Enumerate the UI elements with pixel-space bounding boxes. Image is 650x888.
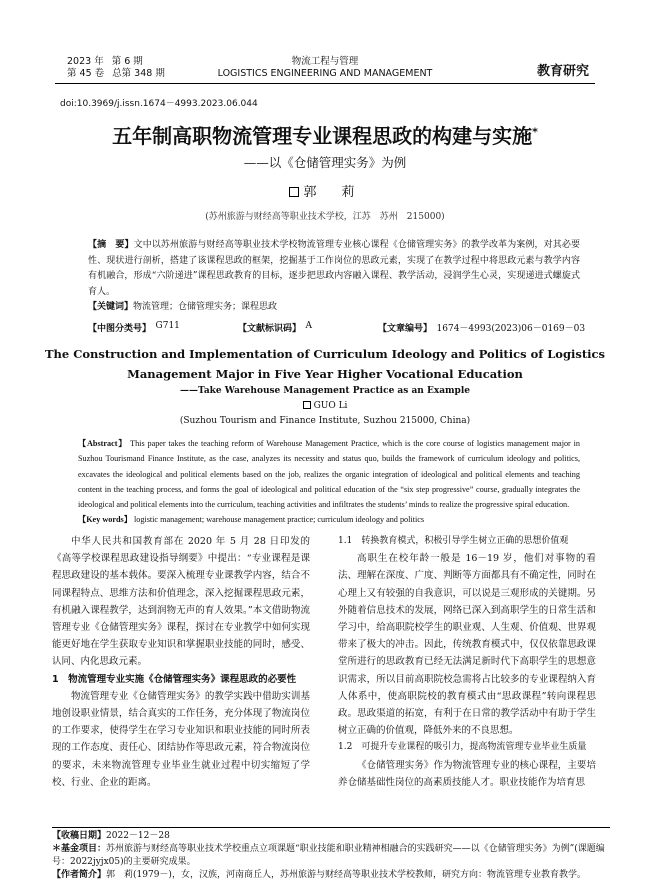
body-column-right: [338, 533, 596, 791]
keywords-en-label: 【Key words】: [78, 515, 132, 525]
total-issue: 总第 348 期: [112, 68, 165, 79]
doi: doi:10.3969/j.issn.1674－4993.2023.06.044: [60, 99, 258, 109]
issue: 第 6 期: [111, 56, 143, 67]
english-title-line2: Management Major in Five Year Higher Vocational Education: [127, 367, 523, 381]
abstract-en-text: This paper takes the teaching reform of Warehouse Management Practice, which is the core course of logistics management major in Suzhou Tourismand Finance Institute, as the case, analyzes its necessity and status quo, builds the framework of curriculum ideology and politics, excavates the ideological and political elements based on the job, realizes the organic integration of ideological and political elements and teaching content in the teaching process, and forms the goal of ideological and political education of the “six step progressive” course, gradually integrates the ideological and political elements into the curriculum, teaching activities and infiltrates the students’ minds to realize the progressive spiral education.: [78, 439, 580, 510]
subsection-heading: 1.2 可提升专业课程的吸引力，提高物流管理专业毕业生质量: [338, 742, 587, 753]
article-title: [0, 120, 650, 149]
abstract-cn-text: 文中以苏州旅游与财经高等职业技术学校物流管理专业核心课程《仓储管理实务》的教学改革为案例，对其必要性、现状进行剖析，搭建了该课程思政的框架，挖掘基于工作岗位的思政元素，实现了在教学过程中将思政元素与教学内容有机融合，形成“六阶递进”课程思政教育的目标，逐步把思政内容融入课程、教学活动，浸润学生心灵，实现递进式螺旋式育人。: [88, 240, 580, 297]
body-paragraph: 中华人民共和国教育部在 2020 年 5 月 28 日印发的《高等学校课程思政建设指导纲要》中提出：“专业课程是课程思政建设的基本载体。要深入梳理专业课教学内容，结合不同课程特点、思维方法和价值理念，深入挖掘课程思政元素，有机融入课程教学，达到润物无声的育人效果。”本文借助物流管理专业《仓储管理实务》课程，探讨在专业教学中如何实现能更好地在学生获取专业知识和掌握职业技能的同时，感受、认同、内化思政元素。: [52, 536, 310, 668]
article-subtitle: ——以《仓储管理实务》为例: [243, 155, 407, 170]
received-date: 2022－12－28: [106, 831, 170, 841]
clc-value: G711: [155, 321, 180, 331]
volume: 第 45 卷: [67, 68, 105, 79]
author-name: 郭 莉: [303, 185, 361, 200]
title-text: 五年制高职物流管理专业课程思政的构建与实施: [112, 124, 533, 148]
abstract-en: [78, 436, 580, 528]
bio-text: 郭 莉(1979－)，女，汉族，河南商丘人，苏州旅游与财经高等职业技术学校教师，研究方向：物流管理专业教育教学。: [106, 870, 586, 880]
affiliation: (苏州旅游与财经高等职业技术学校，江苏 苏州 215000): [205, 212, 445, 222]
abstract-cn: [88, 238, 580, 316]
keywords-cn-text: 物流管理；仓储管理实务；课程思政: [133, 302, 278, 312]
section-heading: 1 物流管理专业实施《仓储管理实务》课程思政的必要性: [52, 673, 297, 685]
subsection-heading: 1.1 转换教育模式，积极引导学生树立正确的思想价值观: [338, 536, 569, 546]
author-box-icon: [303, 401, 311, 409]
body-paragraph: 高职生在校年龄一般是 16－19 岁，他们对事物的看法、理解在深度、广度、判断等方面都具有不确定性，同时在心理上又有较强的自我意识，可以说是三观形成的关键期。另外随着信息技术的发展，网络已深入到高职学生的日常生活和学习中，给高职院校学生的职业观、人生观、价值观、世界观带来了极大的冲击。因此，传统教育模式中，仅仅依靠思政课堂所进行的思政教育已经无法满足新时代下高职学生的思想意识需求，所以目前高职院校急需将占比较多的专业课程纳入育人体系中，使高职院校的教育模式由“思政课程”转向课程思政。思政渠道的拓宽，有利于在日常的教学活动中有助于学生树立正确的价值观，降低外来的不良思想。: [338, 553, 596, 737]
title-footnote-mark: *: [532, 125, 538, 139]
journal-name-cn: 物流工程与管理: [291, 56, 359, 67]
english-author: [0, 401, 650, 411]
body-paragraph: 《仓储管理实务》作为物流管理专业的核心课程，主要培养仓储基础性岗位的高素质技能人才。职业技能作为培育思: [338, 759, 596, 788]
english-author-name: GUO Li: [313, 401, 348, 411]
journal-name-en: LOGISTICS ENGINEERING AND MANAGEMENT: [217, 68, 433, 79]
english-affiliation: (Suzhou Tourism and Finance Institute, Suzhou 215000, China): [179, 416, 471, 426]
fund-text: 苏州旅游与财经高等职业技术学校重点立项课题“职业技能和职业精神相融合的实践研究——以《仓储管理实务》为例”(课题编号：2022jyjx05)的主要研究成果。: [52, 844, 605, 867]
received-label: 【收稿日期】: [52, 831, 107, 841]
abstract-en-label: 【Abstract】: [78, 439, 128, 448]
doc-code-label: 【文献标识码】: [238, 324, 297, 334]
year: 2023 年: [67, 56, 104, 67]
english-subtitle: ——Take Warehouse Management Practice as an Example: [180, 386, 470, 396]
clc-label: 【中图分类号】: [88, 324, 147, 334]
doc-code-value: A: [305, 321, 313, 331]
journal-header: [55, 50, 595, 84]
article-no-value: 1674－4993(2023)06－0169－03: [436, 324, 586, 334]
bio-label: 【作者简介】: [52, 870, 107, 880]
author-box-icon: [289, 187, 299, 197]
fund-label: ＊基金项目：: [52, 844, 107, 854]
body-column-left: [52, 533, 310, 791]
keywords-en-text: logistic management; warehouse management practice; curriculum ideology and politics: [133, 515, 425, 525]
journal-name: [55, 56, 595, 80]
abstract-cn-label: 【摘 要】: [88, 240, 134, 250]
article-no-label: 【文章编号】: [378, 324, 428, 334]
author: [0, 181, 650, 200]
keywords-cn-label: 【关键词】: [88, 302, 134, 312]
footnotes: [52, 827, 610, 882]
body-paragraph: 物流管理专业《仓储管理实务》的教学实践中借助实训基地创设职业情景，结合真实的工作任务，充分体现了物流岗位的工作要求，使得学生在学习专业知识和职业技能的同时所表现的工作态度、责任心、团结协作等思政元素，符合物流岗位的要求，未来物流管理专业毕业生就业过程中切实缩短了学校、行业、企业的距离。: [52, 690, 310, 788]
english-title: [0, 344, 650, 384]
english-title-line1: The Construction and Implementation of Curriculum Ideology and Politics of Logistics: [44, 347, 606, 361]
section-label: 教育研究: [536, 64, 589, 79]
